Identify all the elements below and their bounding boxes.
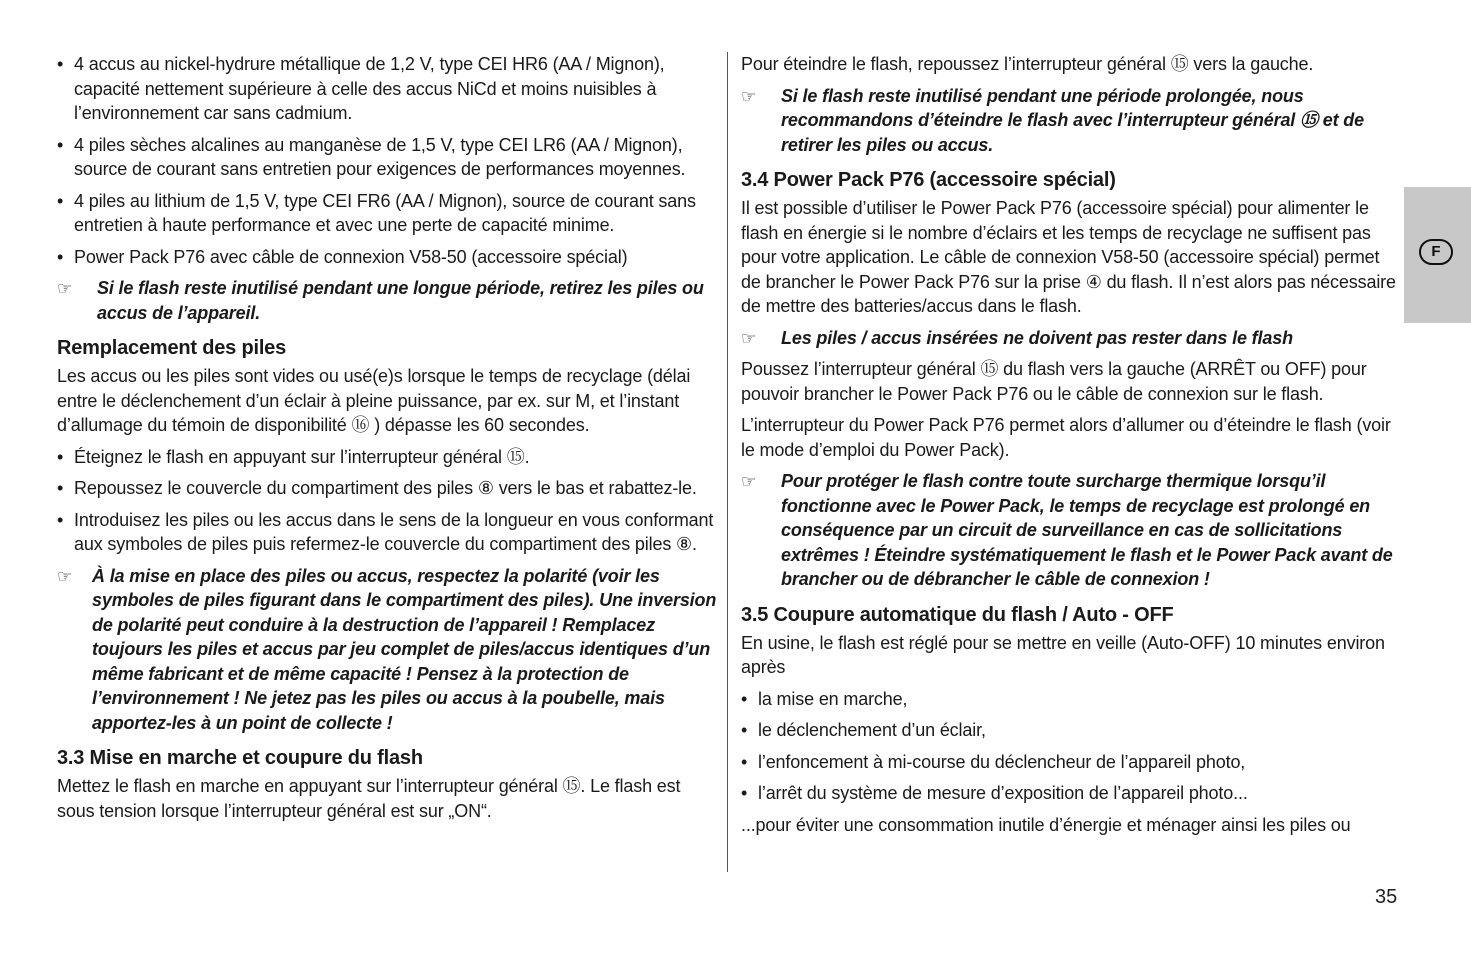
paragraph-battery-replacement: Les accus ou les piles sont vides ou usé(e)s lorsque le temps de recyclage (délai entre le déclenchement d’un éclair à pleine puissance, par ex. sur M, et l’instant d’allumage du témoin de disponibilité ⑯ ) dépasse les 60 secondes. (57, 366, 691, 435)
list-item: • Repoussez le couvercle du compartiment des piles ⑧ vers le bas et rabattez-le. (57, 476, 717, 501)
list-item: • la mise en marche, (741, 687, 1403, 712)
bullet-icon: • (57, 134, 64, 155)
list-item: • le déclenchement d’un éclair, (741, 718, 1403, 743)
right-column (741, 52, 1403, 844)
section-heading-3-5: 3.5 Coupure automatique du flash / Auto - OFF (741, 603, 1174, 626)
section-heading-3-4: 3.4 Power Pack P76 (accessoire spécial) (741, 169, 1116, 191)
bullet-icon: • (57, 246, 64, 267)
language-badge: F (1419, 239, 1453, 265)
pointing-hand-icon: ☞ (57, 279, 73, 298)
paragraph-3-4: Il est possible d’utiliser le Power Pack P76 (accessoire spécial) pour alimenter le flash en énergie si le nombre d’éclairs et les temps de recyclage ne suffisent pas pour votre application. Le câble de connexion V58-50 (accessoire spécial) permet de brancher le Power Pack P76 sur la prise ④ du flash. Il n’est alors pas nécessaire de mettre des batteries/accus dans le flash. (741, 198, 1396, 316)
note-thermal-overload: ☞ Pour protéger le flash contre toute surcharge thermique lorsqu’il fonctionne avec le Power Pack, le temps de recyclage est prolongé en conséquence par un circuit de surveillance en cas de sollicitations extrêmes ! Éteindre systématiquement le flash et le Power Pack avant de brancher ou de débrancher le câble de connexion ! (741, 471, 1393, 589)
list-item: • 4 accus au nickel-hydrure métallique de 1,2 V, type CEI HR6 (AA / Mignon), capacité nettement supérieure à celle des accus NiCd et moins nuisibles à l’environnement car sans cadmium. (57, 54, 665, 123)
paragraph-3-3: Mettez le flash en marche en appuyant sur l’interrupteur général ⑮. Le flash est sous tension lorsque l’interrupteur général est sur „ON“. (57, 776, 681, 821)
page-number: 35 (1375, 886, 1398, 908)
list-item: • l’arrêt du système de mesure d’exposition de l’appareil photo... (741, 781, 1403, 806)
column-divider (727, 52, 728, 872)
list-item: • Éteignez le flash en appuyant sur l’interrupteur général ⑮. (57, 445, 717, 470)
note-batteries-removed: ☞ Les piles / accus insérées ne doivent pas rester dans le flash (741, 326, 1403, 351)
paragraph-3-4-powerpack-switch: L’interrupteur du Power Pack P76 permet alors d’allumer ou d’éteindre le flash (voir le mode d’emploi du Power Pack). (741, 415, 1391, 460)
bullet-icon: • (741, 783, 748, 803)
section-heading-3-3: 3.3 Mise en marche et coupure du flash (57, 747, 423, 769)
bullet-icon: • (57, 478, 64, 498)
note-prolonged-nonuse: ☞ Si le flash reste inutilisé pendant une période prolongée, nous recommandons d’éteindre le flash avec l’interrupteur général ⑮ et de retirer les piles ou accus. (741, 85, 1364, 155)
note-polarity: ☞ À la mise en place des piles ou accus, respectez la polarité (voir les symboles de piles figurant dans le compartiment des piles). Une inversion de polarité peut conduire à la destruction de l’appareil ! Remplacez toujours les piles et accus par jeu complet de piles/accus identiques d’un même fabricant et de même capacité ! Pensez à la protection de l’environnement ! Ne jetez pas les piles ou accus à la poubelle, mais apportez-les à un point de collecte ! (57, 565, 717, 733)
paragraph-3-5: En usine, le flash est réglé pour se mettre en veille (Auto-OFF) 10 minutes environ après (741, 632, 1385, 677)
left-column (57, 52, 717, 830)
list-item: • 4 piles sèches alcalines au manganèse de 1,5 V, type CEI LR6 (AA / Mignon), source de courant sans entretien pour exigences de performances moyennes. (57, 134, 686, 179)
pointing-hand-icon: ☞ (741, 472, 757, 491)
paragraph-switch-off: Pour éteindre le flash, repoussez l’interrupteur général ⑮ vers la gauche. (741, 54, 1314, 74)
bullet-icon: • (57, 509, 64, 530)
paragraph-3-5-continued: ...pour éviter une consommation inutile d’énergie et ménager ainsi les piles ou (741, 814, 1351, 835)
pointing-hand-icon: ☞ (741, 86, 757, 106)
list-item: • 4 piles au lithium de 1,5 V, type CEI FR6 (AA / Mignon), source de courant sans entretien à haute performance et avec une perte de capacité minime. (57, 190, 696, 235)
list-item: • Introduisez les piles ou les accus dans le sens de la longueur en vous conformant aux symboles de piles puis refermez-le couvercle du compartiment des piles ⑧. (57, 509, 714, 554)
bullet-icon: • (57, 190, 64, 211)
pointing-hand-icon: ☞ (741, 328, 757, 348)
list-item: • l’enfoncement à mi-course du déclencheur de l’appareil photo, (741, 750, 1403, 775)
bullet-icon: • (741, 720, 748, 740)
bullet-icon: • (57, 446, 64, 467)
pointing-hand-icon: ☞ (57, 566, 73, 586)
section-heading-battery-replacement: Remplacement des piles (57, 337, 287, 359)
note-long-storage: ☞ Si le flash reste inutilisé pendant une longue période, retirez les piles ou accus de l’appareil. (57, 278, 704, 323)
list-item: • Power Pack P76 avec câble de connexion V58-50 (accessoire spécial) (57, 245, 717, 270)
bullet-icon: • (57, 54, 64, 74)
paragraph-3-4-switch: Poussez l’interrupteur général ⑮ du flash vers la gauche (ARRÊT ou OFF) pour pouvoir brancher le Power Pack P76 ou le câble de connexion sur le flash. (741, 359, 1367, 404)
bullet-icon: • (741, 688, 748, 709)
bullet-icon: • (741, 751, 748, 772)
